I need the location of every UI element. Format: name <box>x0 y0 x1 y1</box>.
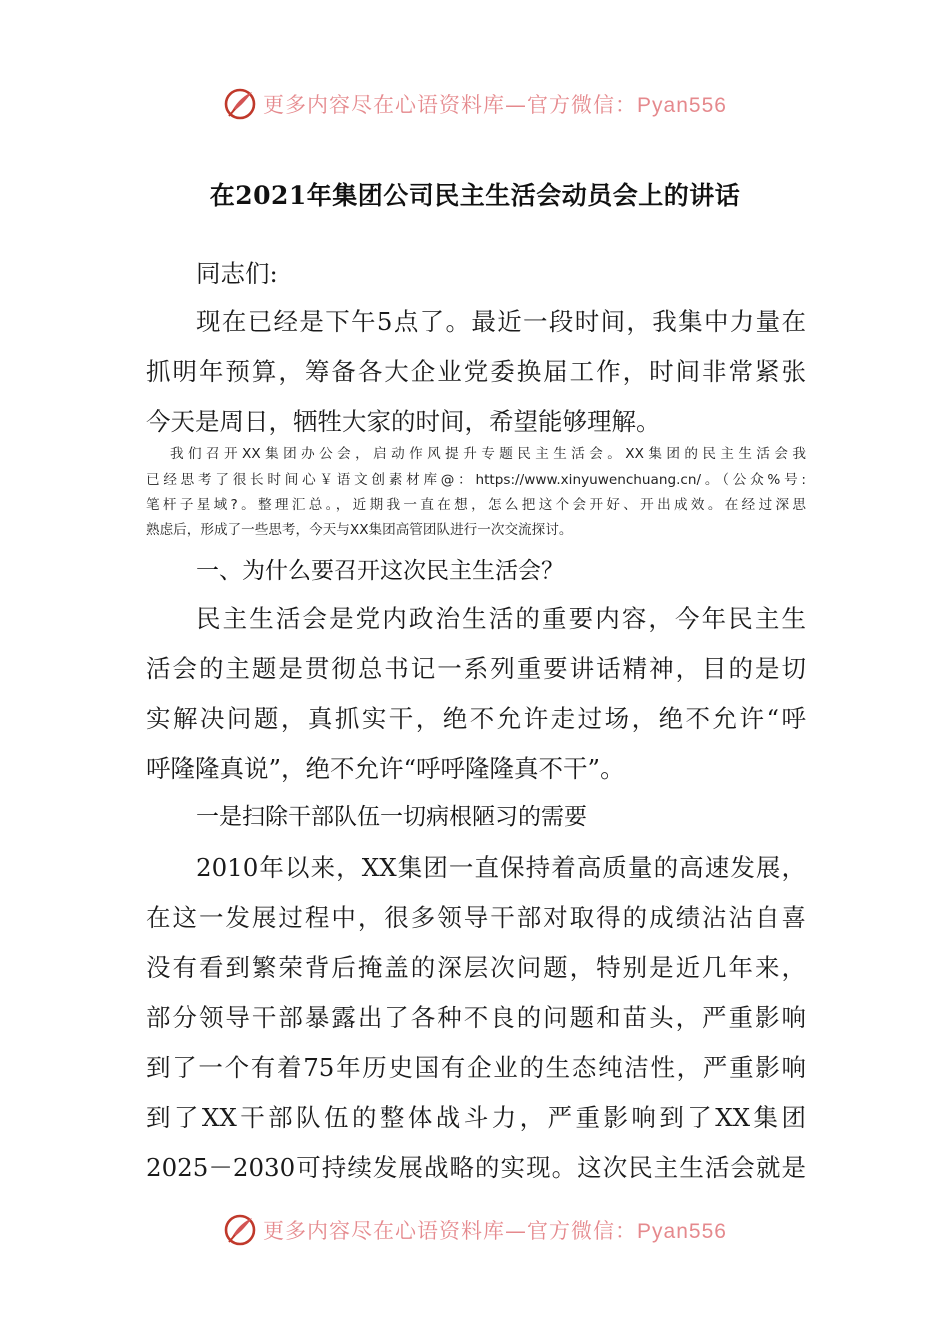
banner-dash: — <box>505 1219 528 1243</box>
paragraph-line: 实解决问题，真抓实干，绝不允许走过场，绝不允许“呼 <box>146 704 806 733</box>
banner-text <box>263 89 727 119</box>
section-heading: 一、为什么要召开这次民主生活会？ <box>196 558 564 584</box>
paragraph-line: 今天是周日，牺牲大家的时间，希望能够理解。 <box>146 407 661 436</box>
paragraph-line: 部分领导干部暴露出了各种不良的问题和苗头，严重影响 <box>146 1003 806 1032</box>
paragraph-line: 活会的主题是贯彻总书记一系列重要讲话精神，目的是切 <box>146 654 806 683</box>
banner-wechat-label: 官方微信： <box>527 1219 638 1243</box>
header-banner <box>0 84 950 124</box>
paragraph-line: 民主生活会是党内政治生活的重要内容，今年民主生 <box>196 604 806 633</box>
paragraph-line: 在这一发展过程中，很多领导干部对取得的成绩沾沾自喜 <box>146 903 806 932</box>
paragraph-line: 到了一个有着75年历史国有企业的生态纯洁性，严重影响 <box>146 1053 806 1082</box>
banner-wechat-id: Pyan556 <box>637 1220 727 1243</box>
banner-label: 更多内容尽在心语资料库 <box>263 93 506 117</box>
feather-pen-logo <box>223 1213 257 1247</box>
small-paragraph-line: 我们召开XX集团办公会，启动作风提升专题民主生活会。XX集团的民主生活会我 <box>170 446 806 462</box>
small-paragraph-line: 熟虑后，形成了一些思考，今天与XX集团高管团队进行一次交流探讨。 <box>146 522 573 538</box>
document-title: 在2021年集团公司民主生活会动员会上的讲话 <box>209 181 741 210</box>
paragraph-line: 2025－2030可持续发展战略的实现。这次民主生活会就是 <box>146 1153 806 1182</box>
paragraph-line: 抓明年预算，筹备各大企业党委换届工作，时间非常紧张 <box>146 357 806 386</box>
paragraph-line: 没有看到繁荣背后掩盖的深层次问题，特别是近几年来， <box>146 953 806 982</box>
greeting: 同志们: <box>196 259 278 288</box>
banner-dash: — <box>505 93 528 117</box>
small-paragraph-line: 笔杆子星域?。整理汇总。，近期我一直在想，怎么把这个会开好、开出成效。在经过深思 <box>146 497 806 513</box>
subsection-heading: 一是扫除干部队伍一切病根陋习的需要 <box>196 804 587 830</box>
banner-label: 更多内容尽在心语资料库 <box>263 1219 506 1243</box>
banner-wechat-id: Pyan556 <box>637 94 727 117</box>
banner-wechat-label: 官方微信： <box>527 93 638 117</box>
paragraph-line: 现在已经是下午5点了。最近一段时间，我集中力量在 <box>196 307 806 336</box>
paragraph-line: 到了XX干部队伍的整体战斗力，严重影响到了XX集团 <box>146 1103 806 1132</box>
banner-text <box>263 1215 727 1245</box>
feather-pen-logo <box>223 87 257 121</box>
paragraph-line: 2010年以来，XX集团一直保持着高质量的高速发展， <box>196 853 806 882</box>
footer-banner <box>0 1210 950 1250</box>
paragraph-line: 呼隆隆真说”，绝不允许“呼呼隆隆真不干”。 <box>146 754 625 783</box>
small-paragraph-line: 已经思考了很长时间心￥语文创素材库@：https://www.xinyuwenchuang.cn/。（公众%号: <box>146 472 806 488</box>
